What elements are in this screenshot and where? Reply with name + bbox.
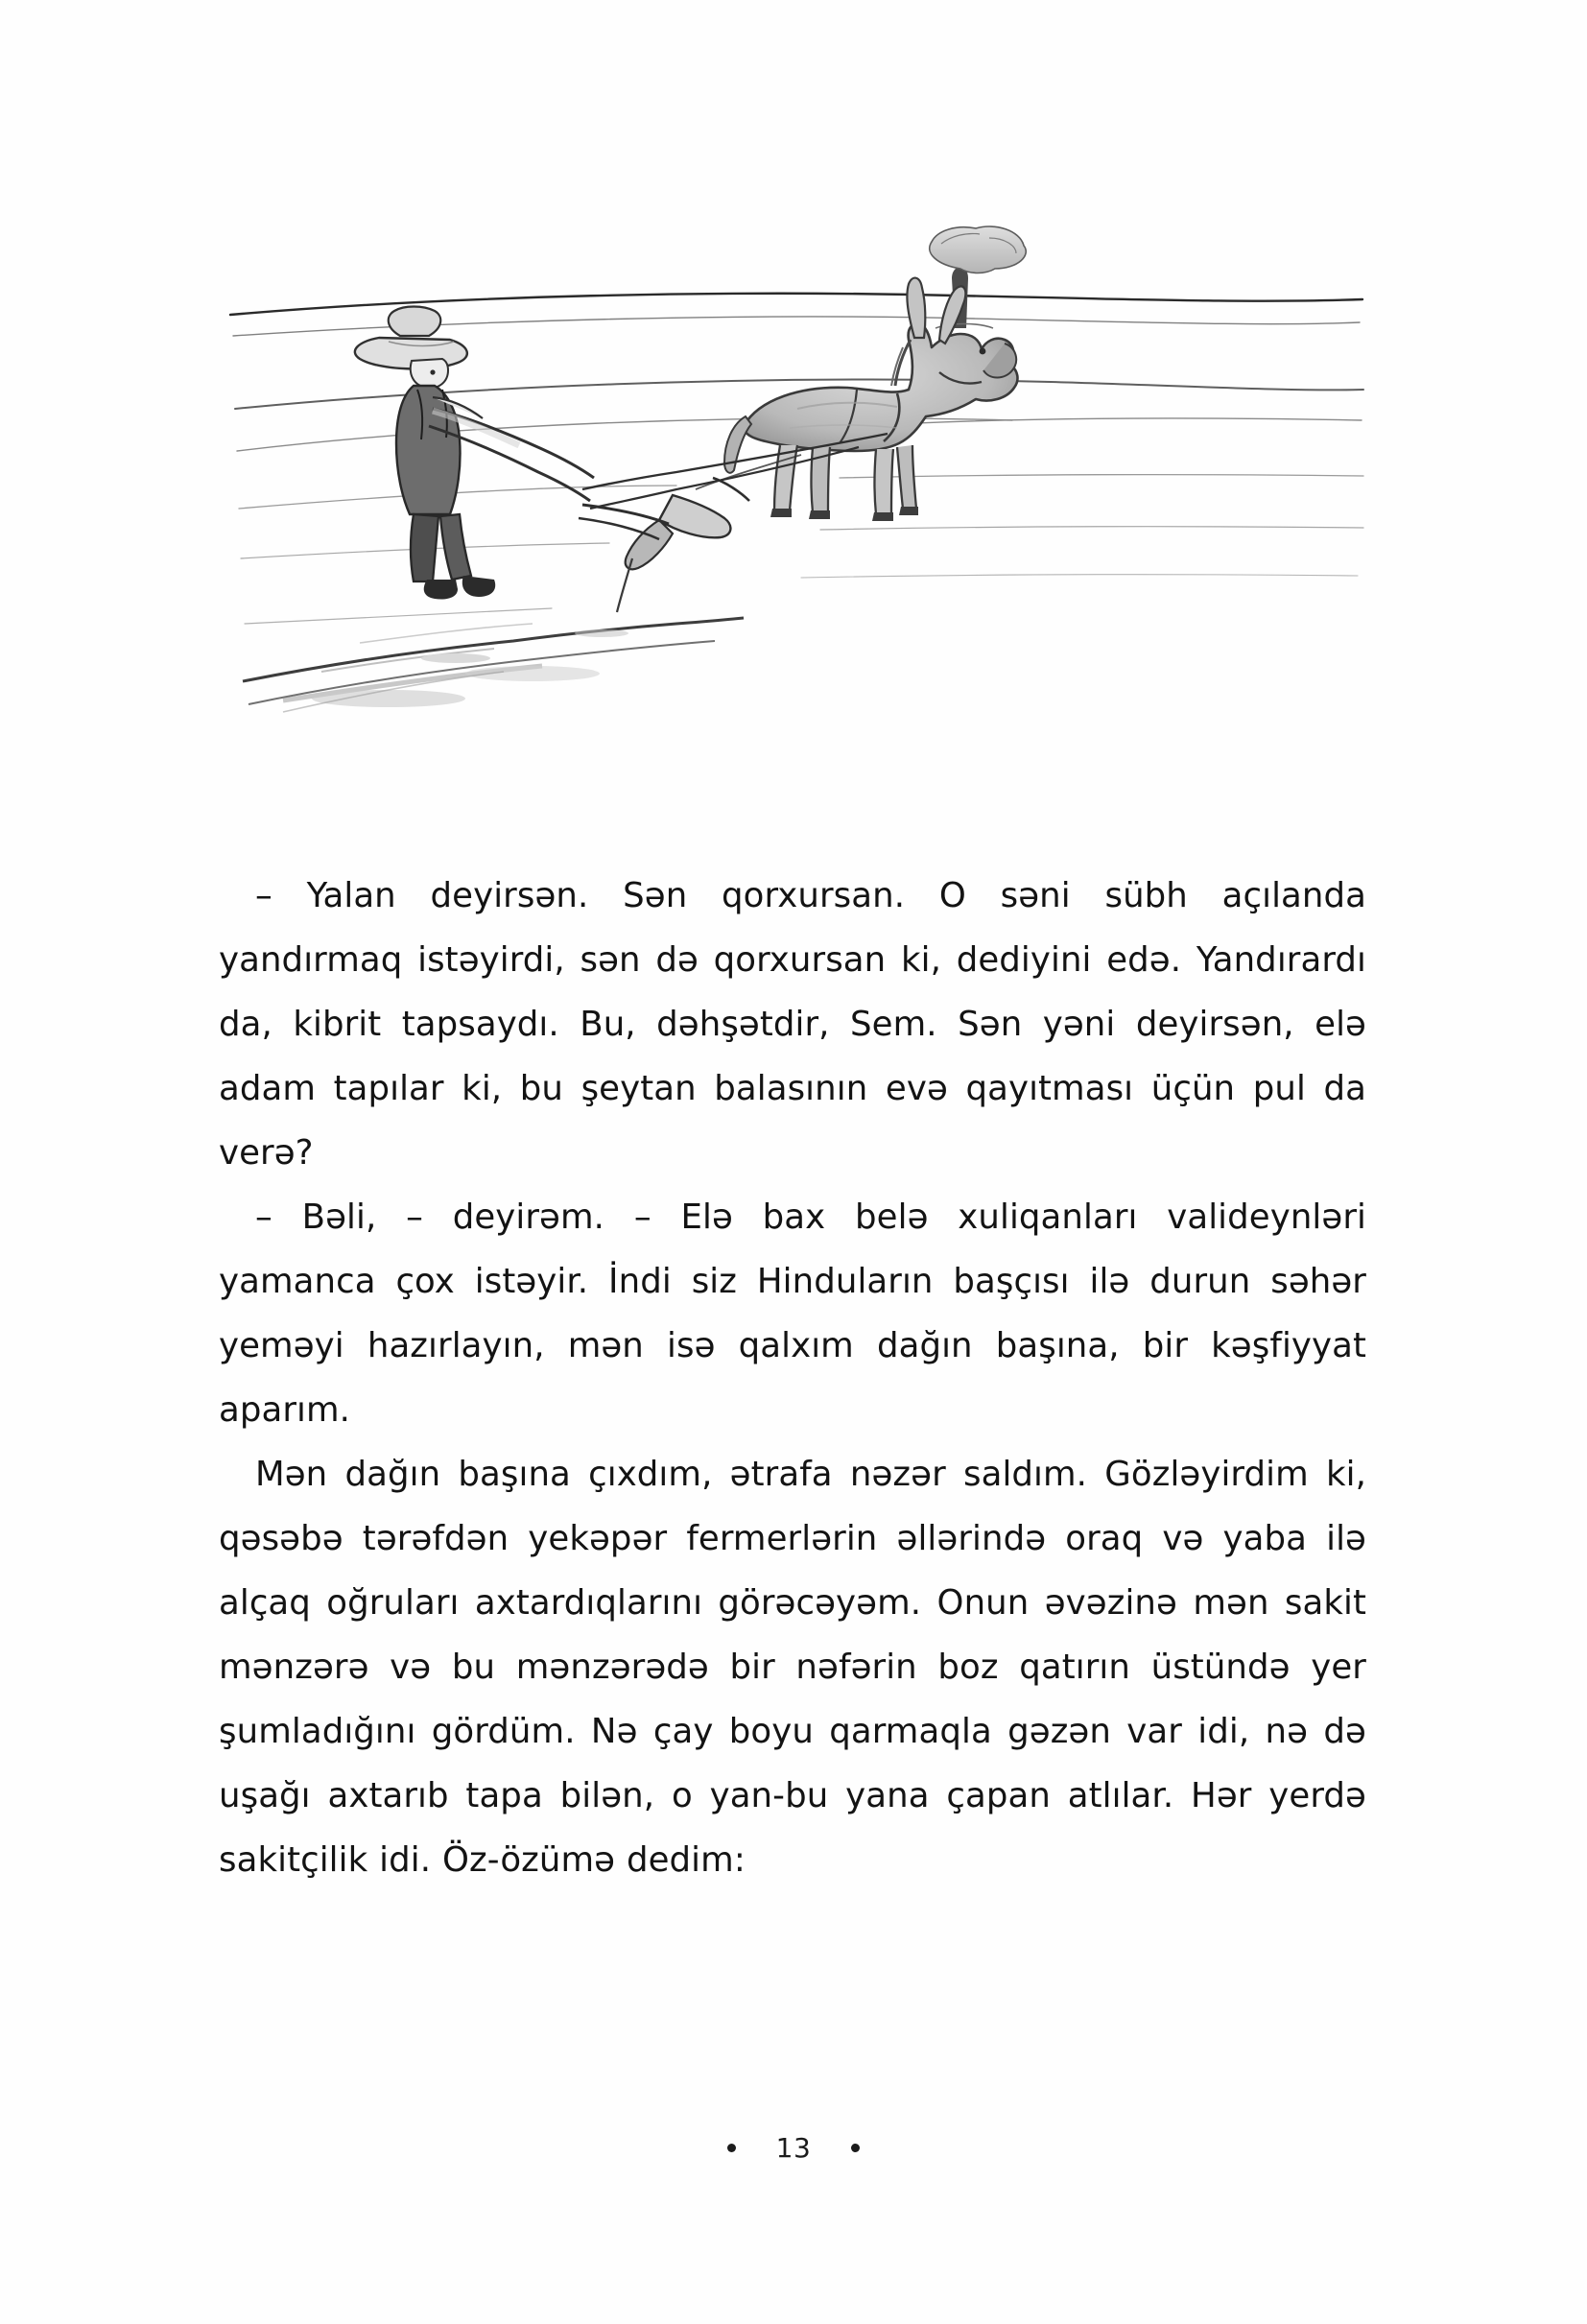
footer-right-dot-icon: [851, 2144, 860, 2152]
plowed-furrow: [243, 618, 744, 707]
paragraph-1: – Yalan deyirsən. Sən qorxursan. O səni sübh açılanda yandırmaq istəyirdi, sən də qorxursan ki, dediyini edə. Yandırardı da, kibrit tapsaydı. Bu, dəhşətdir, Sem. Sən yəni deyirsən, elə adam tapılar ki, bu şeytan balasının evə qayıtması üçün pul da verə?: [219, 876, 1366, 1173]
paragraph-2: – Bəli, – deyirəm. – Elə bax belə xuliqanları valideynləri yamanca çox istəyir. İndi siz Hinduların başçısı ilə durun səhər yeməyi hazırlayın, mən isə qalxım dağın başına, bir kəşfiyyat aparım.: [219, 1198, 1366, 1430]
paragraph-3: Mən dağın başına çıxdım, ətrafa nəzər saldım. Gözləyirdim ki, qəsəbə tərəfdən yekəpər fermerlərin əllərində oraq və yaba ilə alçaq oğruları axtardıqlarını görəcəyəm. Onun əvəzinə mən sakit mənzərə və bu mənzərədə bir nəfərin boz qatırın üstündə yer şumladığını gördüm. Nə çay boyu qarmaqla gəzən var idi, nə də uşağı axtarıb tapa bilən, o yan-bu yana çapan atlılar. Hər yerdə sakitçilik idi. Öz-özümə dedim:: [219, 1455, 1366, 1880]
illustration-boy-plowing-with-mule: [225, 221, 1367, 758]
boy-with-straw-hat: [355, 307, 594, 600]
page-number: 13: [775, 2132, 812, 2164]
footer-left-dot-icon: [727, 2144, 736, 2152]
page-footer: [0, 2132, 1587, 2164]
mule: [724, 278, 1017, 521]
plow: [579, 478, 749, 612]
page-body-text: [219, 864, 1366, 1892]
